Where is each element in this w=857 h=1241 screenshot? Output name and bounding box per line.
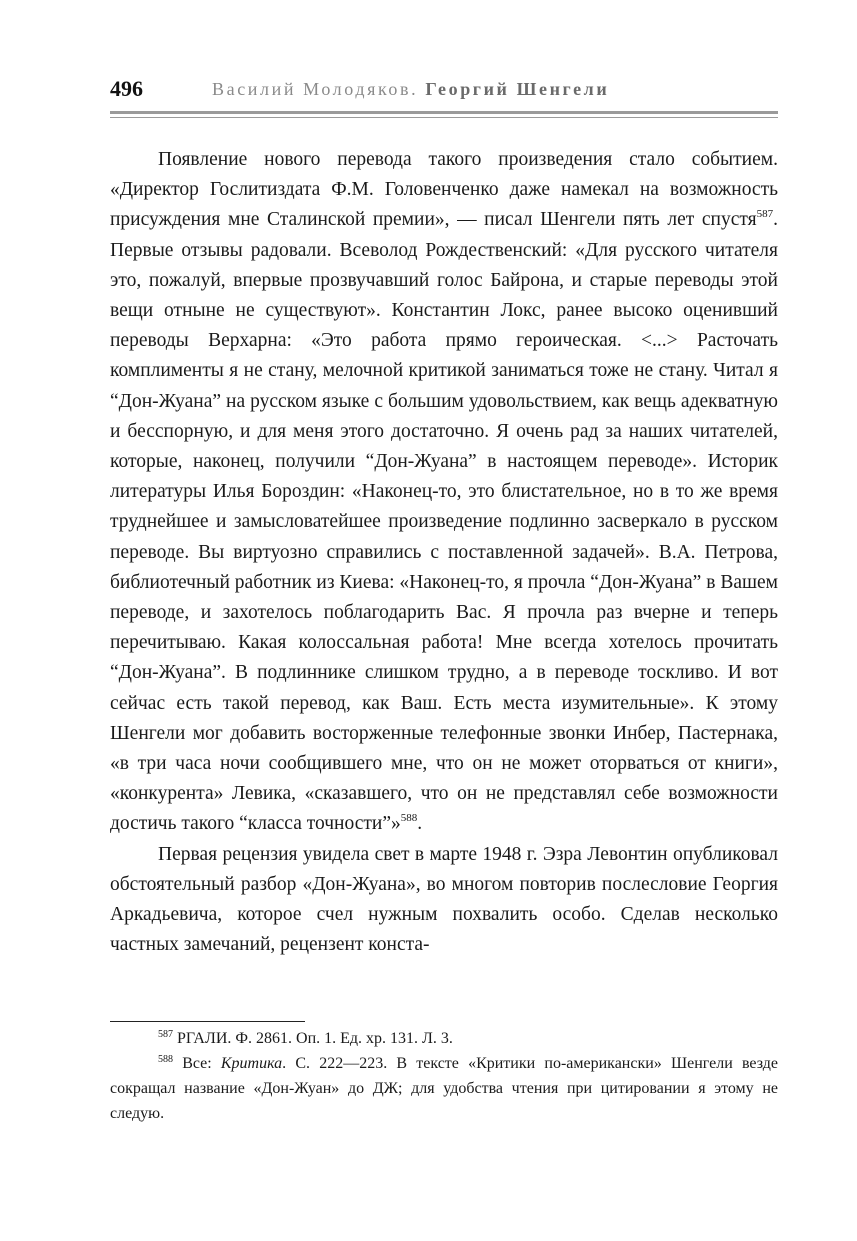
header-book-title: Георгий Шенгели	[425, 79, 610, 99]
paragraph-1	[110, 145, 778, 840]
header-rule-thick	[110, 111, 778, 114]
footnote-587	[110, 1026, 778, 1051]
header-rule-thin	[110, 117, 778, 118]
header-author: Василий Молодяков.	[212, 79, 419, 99]
footnote-number: 587	[158, 1029, 173, 1040]
footnotes	[110, 1026, 778, 1126]
paragraph-2: Первая рецензия увидела свет в марте 1948 г. Эзра Левонтин опубликовал обстоятельный разбор «Дон-Жуана», во многом повторив послесловие Георгия Аркадьевича, которое счел нужным похвалить особо. Сделав несколько частных замечаний, рецензент конста-	[110, 843, 778, 956]
footnote-number: 588	[158, 1054, 173, 1065]
footnote-text: РГАЛИ. Ф. 2861. Оп. 1. Ед. хр. 131. Л. 3.	[177, 1030, 453, 1047]
footnote-cited-work: Критика	[220, 1055, 283, 1072]
footnote-separator	[110, 1021, 305, 1022]
paragraph-1-part-2: . Первые отзывы радовали. Всеволод Рождественский: «Для русского читателя это, пожалуй, впервые прозвучавший голос Байрона, и старые переводы этой вещи отныне не существуют». Константин Локс, ранее высоко оценивший переводы Верхарна: «Это работа прямо героическая. <...> Расточать комплименты я не стану, мелочной критикой заниматься тоже не стану. Читал я “Дон-Жуана” на русском языке с большим удовольствием, как вещь адекватную и бесспорную, и для меня этого достаточно. Я очень рад за наших читателей, которые, наконец, получили “Дон-Жуана” в настоящем переводе». Историк литературы Илья Бороздин: «Наконец-то, это блистательное, но в то же время труднейшее и замысловатейшее произведение подлинно засверкало в русском переводе. Вы виртуозно справились с поставленной задачей». В.А. Петрова, библиотечный работник из Киева: «Наконец-то, я прочла “Дон-Жуана” в Вашем переводе, и захотелось поблагодарить Вас. Я прочла раз вчерне и теперь перечитываю. Какая колоссальная работа! Мне всегда хотелось прочитать “Дон-Жуана”. В подлиннике слишком трудно, а в переводе тоскливо. И вот сейчас есть такой перевод, как Ваш. Есть места изумительные». К этому Шенгели мог добавить восторженные телефонные звонки Инбер, Пастернака, «в три часа ночи сообщившего мне, что он не может оторваться от книги», «конкурента» Левика, «сказавшего, что он не представлял себе возможности достичь такого “класса точности”»	[110, 209, 778, 835]
page-number: 496	[110, 76, 143, 101]
running-title	[212, 79, 609, 100]
paragraph-1-part-1: Появление нового перевода такого произведения стало событием. «Директор Гослитиздата Ф.М. Головенченко даже намекал на возможность присуждения мне Сталинской премии», — писал Шенгели пять лет спустя	[110, 149, 778, 231]
footnote-ref-588[interactable]: 588	[400, 812, 418, 825]
footnote-text: . С. 222—223. В тексте «Критики по-американски» Шенгели везде сокращал название «Дон-Жуан» до ДЖ; для удобства чтения при цитировании я этому не следую.	[110, 1055, 779, 1122]
footnote-ref-587[interactable]: 587	[756, 208, 774, 221]
footnote-text-prefix: Все:	[182, 1055, 221, 1072]
footnote-588	[110, 1051, 778, 1126]
main-text	[110, 145, 778, 960]
paragraph-1-end: .	[417, 813, 423, 835]
running-head	[110, 74, 778, 106]
